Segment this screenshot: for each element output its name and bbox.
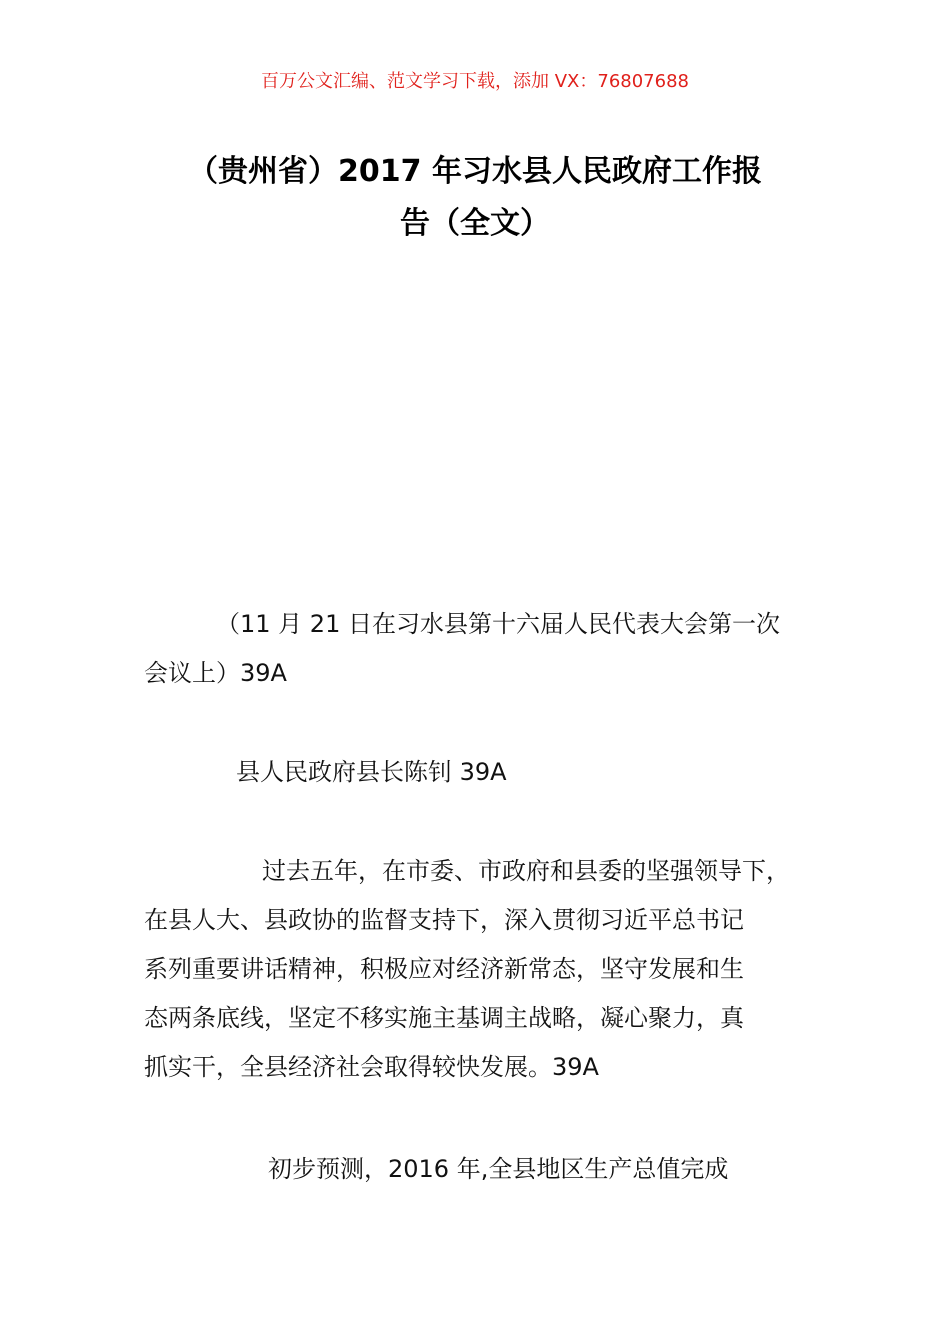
para1-line-3: 系列重要讲话精神，积极应对经济新常态，坚守发展和生 <box>144 955 744 983</box>
meeting-line-1: （11 月 21 日在习水县第十六届人民代表大会第一次 <box>216 610 780 638</box>
para2-line-1: 初步预测，2016 年,全县地区生产总值完成 <box>268 1155 729 1183</box>
para1-line-2: 在县人大、县政协的监督支持下，深入贯彻习近平总书记 <box>144 906 744 934</box>
para1-line-4: 态两条底线，坚定不移实施主基调主战略，凝心聚力，真 <box>144 1004 744 1032</box>
title-line-2: 告（全文） <box>400 206 550 241</box>
speaker-line: 县人民政府县长陈钊 39A <box>236 758 507 786</box>
document-title <box>120 146 830 250</box>
meeting-line-2: 会议上）39A <box>144 659 287 687</box>
paragraph-1 <box>144 847 834 1092</box>
watermark-header: 百万公文汇编、范文学习下载，添加 VX：76807688 <box>261 71 689 92</box>
title-line-1: （贵州省）2017 年习水县人民政府工作报 <box>188 154 762 189</box>
meeting-info <box>144 600 834 698</box>
para1-line-1: 过去五年，在市委、市政府和县委的坚强领导下， <box>262 857 790 885</box>
para1-line-5: 抓实干，全县经济社会取得较快发展。39A <box>144 1053 599 1081</box>
paragraph-2 <box>144 1145 834 1194</box>
